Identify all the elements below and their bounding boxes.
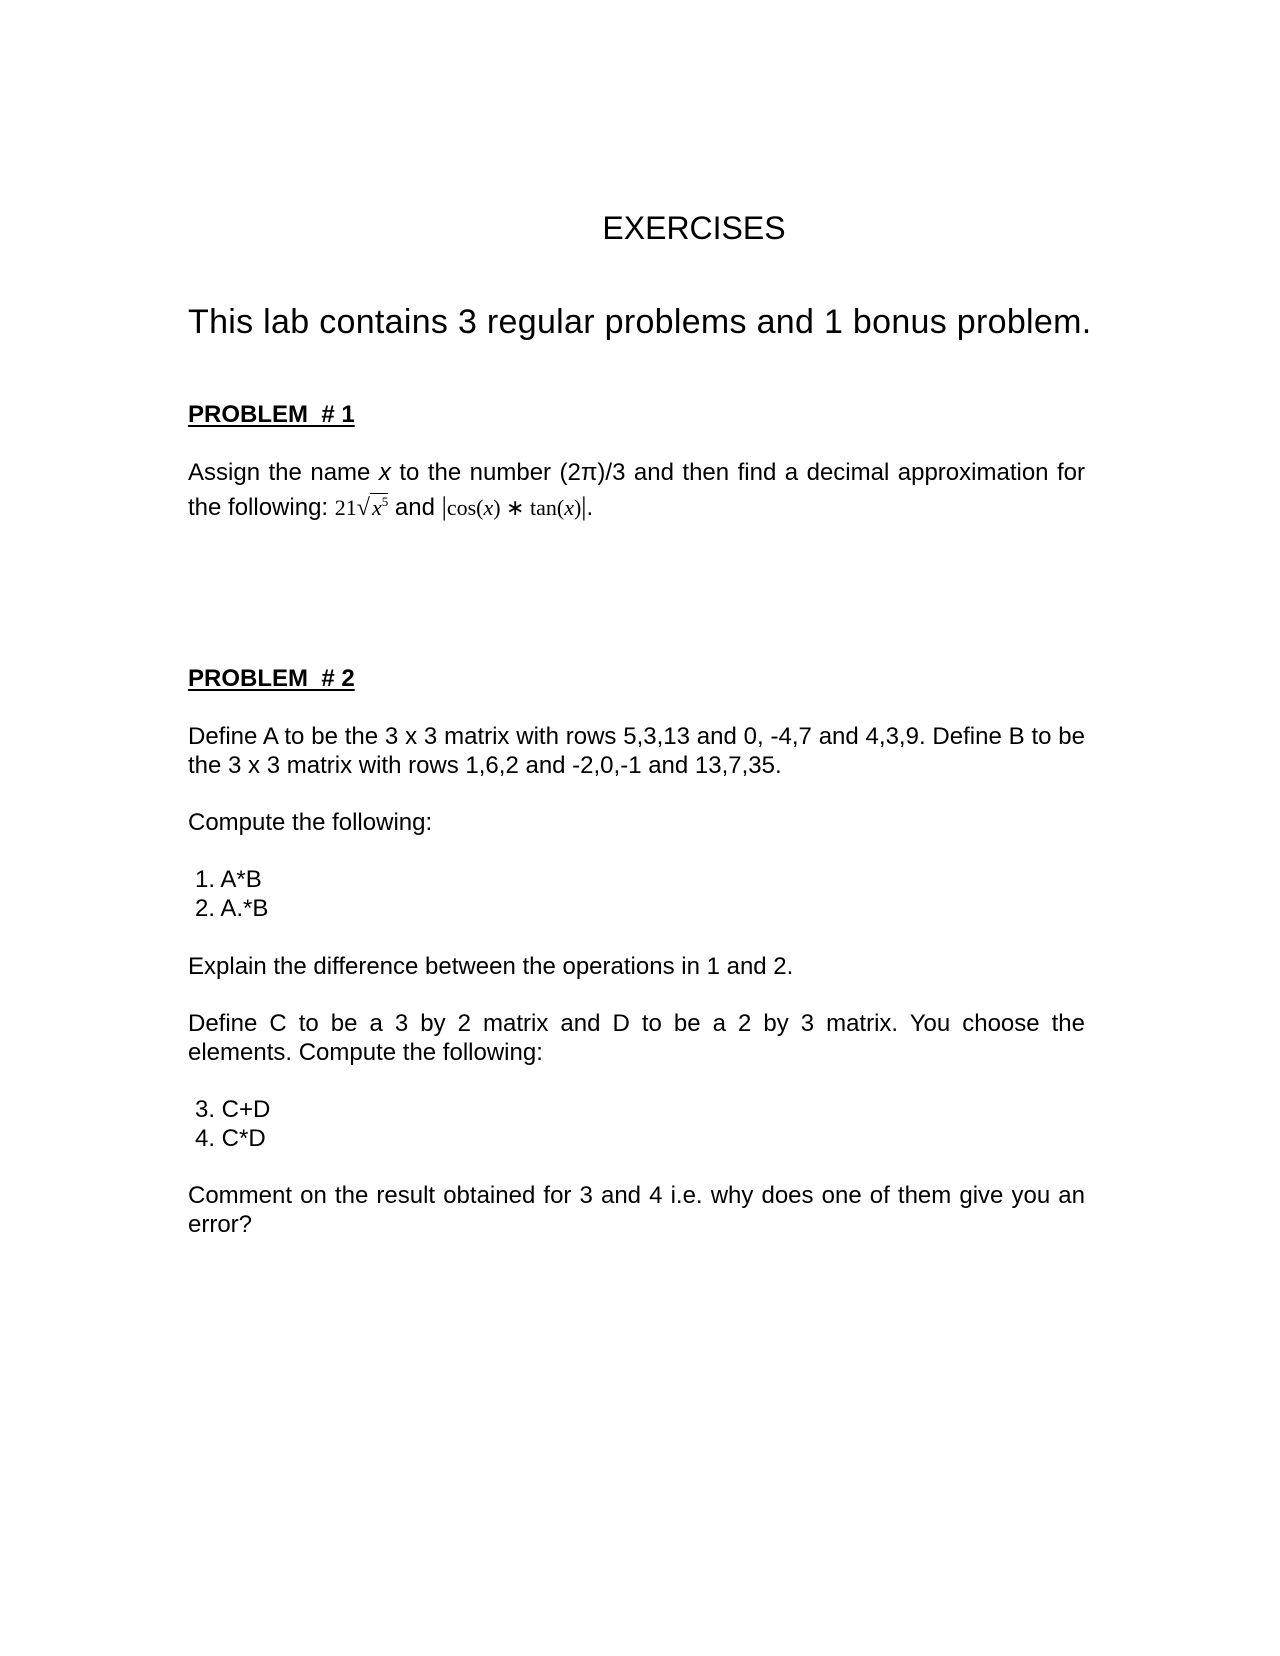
radicand — [370, 493, 388, 520]
list-item: 4. C*D — [195, 1125, 266, 1152]
root-coefficient: 21 — [334, 495, 357, 520]
intro-text: This lab contains 3 regular problems and 1 bonus problem. — [188, 303, 1092, 341]
problem-1-text-and: and — [388, 494, 442, 521]
cos-func: cos( — [446, 495, 484, 520]
radical-sign: √ — [356, 495, 370, 521]
radicand-exponent: 5 — [381, 494, 389, 509]
list-item: 2. A.*B — [195, 895, 269, 922]
tan-close: ) — [573, 495, 582, 520]
page-title: EXERCISES — [602, 210, 786, 246]
operations-list-2 — [188, 1095, 270, 1153]
problem-1-var-x: x — [378, 459, 391, 486]
problem-1-text-a: Assign the name — [188, 459, 379, 486]
abs-expression — [441, 492, 587, 521]
define-ab-text: Define A to be the 3 x 3 matrix with rows 5,3,13 and 0, -4,7 and 4,3,9. Define B to be the 3 x 3 matrix with rows 1,6,2 and -2,0,-1 and 13,7,35. — [188, 723, 1085, 779]
list-item: 3. C+D — [195, 1096, 271, 1123]
operations-list-1 — [188, 865, 268, 923]
cos-arg: x — [483, 495, 494, 520]
problem-2-heading: PROBLEM # 2 — [188, 665, 355, 692]
tan-arg: x — [564, 495, 574, 520]
radicand-base: x — [371, 495, 382, 520]
problem-1-text-b: to the number (2π)/3 and then find a decimal approximation for the following: — [188, 459, 1085, 521]
problem-1-heading: PROBLEM # 1 — [188, 401, 355, 428]
tan-func: ) ∗ tan( — [493, 495, 565, 520]
list-item: 1. A*B — [195, 866, 262, 893]
abs-bar-close: | — [581, 492, 587, 521]
problem-1-text-end: . — [586, 494, 594, 521]
problem-1-text — [188, 458, 1085, 523]
root-expression — [335, 495, 388, 520]
compute-instruction-1: Compute the following: — [188, 809, 433, 836]
explain-text: Explain the difference between the operations in 1 and 2. — [188, 953, 794, 980]
abs-bar-open: | — [441, 492, 447, 521]
comment-text: Comment on the result obtained for 3 and 4 i.e. why does one of them give you an error? — [188, 1182, 1085, 1238]
define-cd-text: Define C to be a 3 by 2 matrix and D to be a 2 by 3 matrix. You choose the elements. Compute the following: — [188, 1010, 1085, 1066]
